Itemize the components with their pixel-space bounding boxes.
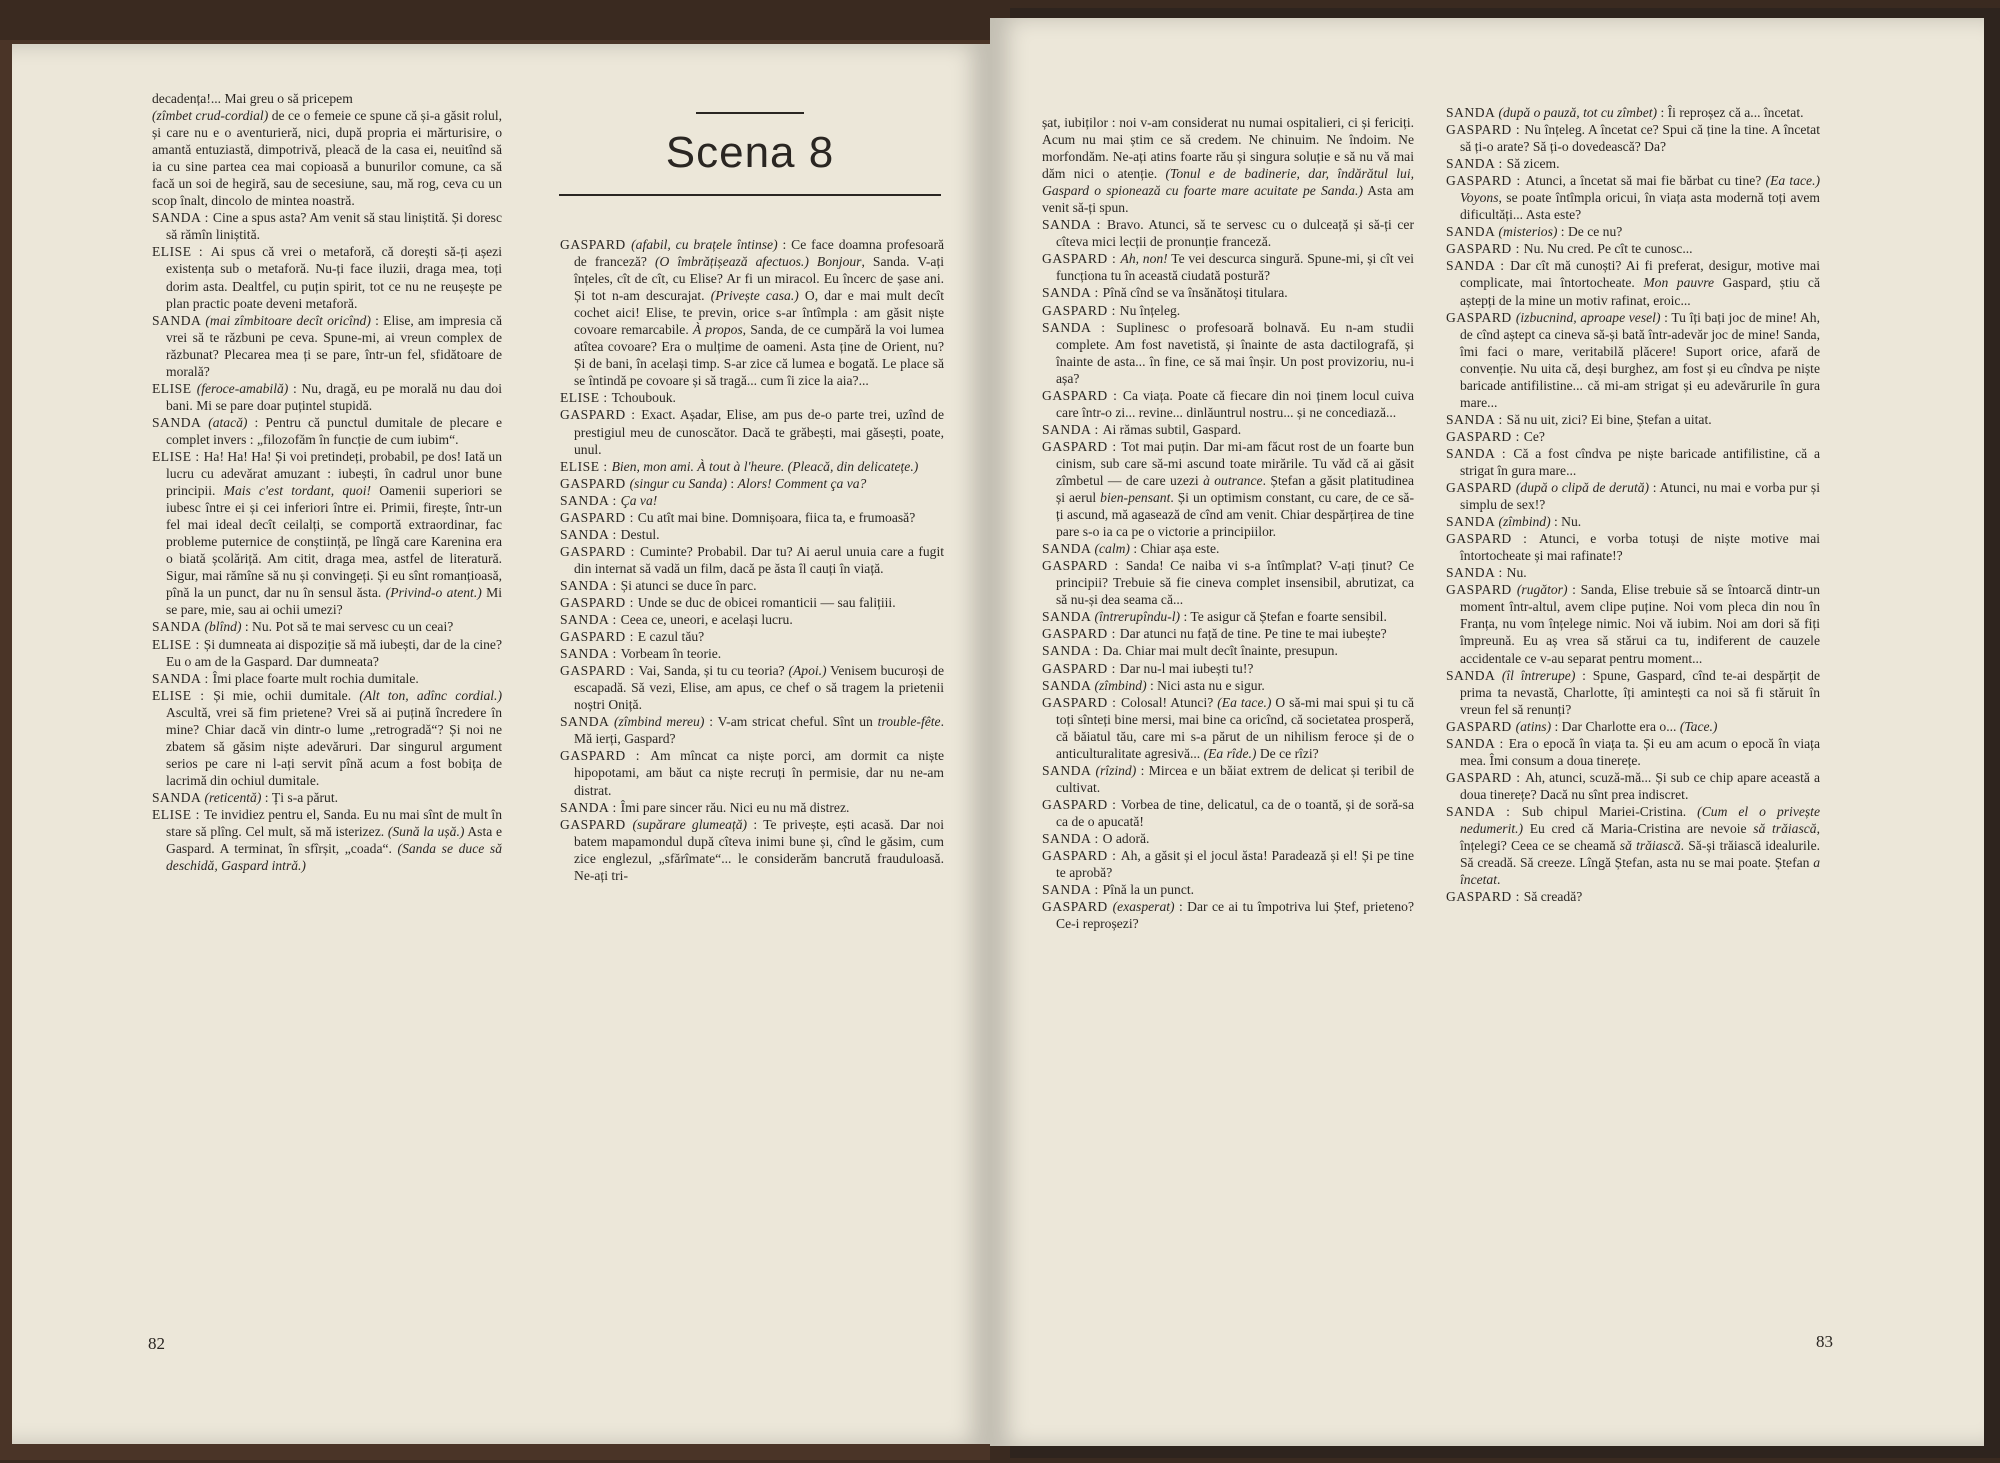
dialogue-line <box>1042 250 1414 284</box>
dialogue-line <box>1446 667 1820 718</box>
dialogue-text: (rîzind) : Mircea e un băiat extrem de delicat și teribil de cultivat. <box>1056 762 1414 795</box>
dialogue-line <box>152 209 502 243</box>
dialogue-text: Ça va! <box>620 492 658 508</box>
dialogue-text: Că a fost cîndva pe niște baricade antifilistine, că a strigat în gura mare... <box>1460 445 1820 478</box>
dialogue-text: Dar nu-l mai iubești tu!? <box>1119 660 1254 676</box>
dialogue-line <box>560 509 944 526</box>
speaker-name: SANDA <box>152 312 206 328</box>
dialogue-line <box>1446 581 1820 666</box>
dialogue-text: Atunci, e vorba totuși de niște motive mai întortocheate și mai rafinate!? <box>1460 531 1820 564</box>
dialogue-text: Suplinesc o profesoară bolnavă. Eu n-am studii complete. Am fost navetistă, și înainte de asta dactilografă, și înainte de asta... în fine, ce să mai înșir. Un post provizoriu, nu-i așa? <box>1056 319 1414 386</box>
dialogue-line <box>1446 104 1820 121</box>
dialogue-line <box>152 789 502 806</box>
dialogue-text: Nu. <box>1506 565 1527 581</box>
speaker-name: GASPARD : <box>1446 531 1539 547</box>
dialogue-line <box>152 618 502 635</box>
dialogue-line <box>1042 694 1414 762</box>
speaker-name: GASPARD : <box>1446 122 1525 138</box>
dialogue-text: Tchoubouk. <box>611 390 676 406</box>
speaker-name: SANDA <box>152 619 205 635</box>
dialogue-text: Ha! Ha! Ha! Și voi pretindeți, probabil, pe dos! Iată un lucru cu adevărat amuzant : iubești, în cadrul unor bune principii. Mais c'est tordant, quoi! Oamenii superiori se iubesc între ei și cei inferiori între ei. Primii, firește, într-un fel mai ideal decît ceilalți, se comportă extraordinar, fac probleme puternice de conștiință, pe lîngă care Karenina era o biată școlăriță. Am citit, draga mea, astfel de literatură. Sigur, mai rămîne să nu și convingeți. Și eu sînt romanțioasă, pînă la un punct, dar nu în sensul ăsta. (Privind-o atent.) Mi se pare, mie, sau ai ochii umezi? <box>166 448 502 618</box>
dialogue-text: E cazul tău? <box>637 629 705 645</box>
dialogue-line <box>1042 881 1414 898</box>
speaker-name: SANDA <box>152 414 209 430</box>
dialogue-line <box>152 414 502 448</box>
dialogue-line <box>1446 428 1820 445</box>
speaker-name: SANDA : <box>560 526 621 542</box>
dialogue-line <box>560 492 944 509</box>
dialogue-line <box>1446 479 1820 513</box>
dialogue-text: (exasperat) : Dar ce ai tu împotriva lui Ștef, prieteno? Ce-i reproșezi? <box>1056 899 1415 932</box>
speaker-name: SANDA : <box>1042 285 1103 301</box>
speaker-name: GASPARD : <box>1042 848 1121 864</box>
dialogue-text: (feroce-amabilă) : Nu, dragă, eu pe morală nu dau doi bani. Mi se pare doar puțintel stupidă. <box>166 380 502 413</box>
dialogue-text: (zîmbet crud-cordial) de ce o femeie ce spune că și-a găsit rolul, și care nu e o aventurieră, nici, după propria ei mărturisire, o amantă entuziastă, dimpotrivă, pleacă de la casa ei, neuitînd să ia cu sine partea cea mai copioasă a bunurilor comune, ca să facă un soi de hegiră, sau de secesiune, sau, mă rog, ceva cu un scop înalt, dincolo de mintea noastră. <box>152 108 502 209</box>
speaker-name: GASPARD : <box>1446 173 1526 189</box>
speaker-name: SANDA : <box>1042 421 1103 437</box>
speaker-name: SANDA : <box>560 577 621 593</box>
dialogue-text: Ai spus că vrei o metaforă, că dorești să-ți așezi existența sub o metaforă. Nu-ți face iluzii, draga mea, toți dorim asta. Dealtfel, cu puțin spirit, tot ce nu ne reușește pe plan practic poate deveni metaforă. <box>166 244 502 311</box>
speaker-name: GASPARD : <box>560 594 638 610</box>
dialogue-line <box>1446 564 1820 581</box>
dialogue-line <box>1446 223 1820 240</box>
dialogue-text: Ai rămas subtil, Gaspard. <box>1102 421 1242 437</box>
dialogue-line <box>1446 172 1820 223</box>
dialogue-text: Exact. Așadar, Elise, am pus de-o parte trei, uzînd de prestigiul meu de cunoscător. Dacă te grăbești, mai găsești, poate, unul. <box>574 407 945 457</box>
speaker-name: GASPARD <box>1446 582 1517 598</box>
dialogue-line <box>560 628 944 645</box>
speaker-name: SANDA : <box>1042 830 1103 846</box>
dialogue-text: Colosal! Atunci? (Ea tace.) O să-mi mai spui și tu că toți sînteți bine mersi, mai bine ca oricînd, că societatea prosperă, că băiatul tău, care mi s-a părut de un nihilism feroce și de o anticulturalitate agresivă... (Ea rîde.) De ce rîzi? <box>1056 694 1414 761</box>
dialogue-text: Ah, non! Te vei descurca singură. Spune-mi, și cît vei funcționa tu în această ciudată postură? <box>1056 251 1415 284</box>
dialogue-line <box>1446 240 1820 257</box>
speaker-name: GASPARD <box>1446 718 1516 734</box>
dialogue-text: (misterios) : De ce nu? <box>1498 224 1623 240</box>
dialogue-text: Și mie, ochii dumitale. (Alt ton, adînc cordial.) Ascultă, vrei să fim prietene? Vrei să ai puțină încredere în mine? Chiar dacă vin dintr-o lume „retrogradă“? Și noi ne zbatem să găsim niște adevăruri. Dar singurul argument serios pe care ni l-ați servit pînă acum a fost bobița de lacrimă din ochiul dumitale. <box>166 687 502 788</box>
speaker-name: SANDA : <box>1446 803 1522 819</box>
dialogue-text: Și dumneata ai dispoziție să mă iubești, dar de la cine? Eu o am de la Gaspard. Dar dumneata? <box>166 636 502 669</box>
speaker-name: GASPARD : <box>1042 302 1120 318</box>
left-column-2 <box>560 236 944 884</box>
dialogue-line <box>1446 155 1820 172</box>
dialogue-line <box>1446 445 1820 479</box>
speaker-name: GASPARD : <box>1042 438 1122 454</box>
right-page <box>990 18 1984 1446</box>
dialogue-line <box>1042 898 1414 932</box>
speaker-name: SANDA : <box>560 492 621 508</box>
scene-heading <box>555 112 945 196</box>
speaker-name: SANDA <box>1446 105 1499 120</box>
dialogue-line <box>1446 309 1820 411</box>
dialogue-line <box>1446 257 1820 308</box>
speaker-name: SANDA : <box>1042 217 1107 233</box>
speaker-name: SANDA : <box>1042 319 1117 335</box>
dialogue-line <box>152 380 502 414</box>
speaker-name: GASPARD : <box>560 543 640 559</box>
dialogue-text: Ca viața. Poate că fiecare din noi ținem locul cuiva care într-o zi... revine... dinlăuntrul nostru... și ne concediază... <box>1056 387 1414 420</box>
dialogue-text: Îmi place foarte mult rochia dumitale. <box>212 670 419 686</box>
dialogue-line <box>560 406 944 457</box>
dialogue-text: Destul. <box>620 526 660 542</box>
page-number-left: 82 <box>148 1334 165 1353</box>
dialogue-line <box>1446 513 1820 530</box>
dialogue-line <box>560 611 944 628</box>
speaker-name: SANDA : <box>1446 735 1509 751</box>
dialogue-text: O adoră. <box>1102 830 1150 846</box>
dialogue-line <box>560 799 944 816</box>
dialogue-line <box>1042 830 1414 847</box>
speaker-name: GASPARD : <box>1042 626 1120 642</box>
dialogue-text: Unde se duc de obicei romanticii — sau falițiii. <box>637 594 896 610</box>
speaker-name: GASPARD : <box>1042 558 1126 574</box>
dialogue-text: Bravo. Atunci, să te servesc cu o dulceață și să-ți cer cîteva mici lecții de pronunție franceză. <box>1056 217 1414 250</box>
speaker-name: SANDA : <box>560 612 621 628</box>
dialogue-line <box>1042 421 1414 438</box>
dialogue-text: Ceea ce, uneori, e același lucru. <box>620 612 793 628</box>
dialogue-text: Te invidiez pentru el, Sanda. Eu nu mai sînt de mult în stare să plîng. Cel mult, să mă isterizez. (Sună la ușă.) Asta e Gaspard. A terminat, în sfîrșit, „coada“. (Sanda se duce să deschidă, Gaspard intră.) <box>166 806 503 874</box>
dialogue-line <box>560 577 944 594</box>
dialogue-line <box>152 806 502 874</box>
speaker-name: SANDA : <box>1446 565 1507 581</box>
speaker-name: GASPARD : <box>560 509 638 525</box>
dialogue-line <box>560 236 944 389</box>
dialogue-text: (zîmbind) : Nu. <box>1498 514 1582 530</box>
dialogue-line <box>152 448 502 618</box>
dialogue-line <box>152 312 502 380</box>
speaker-name: GASPARD : <box>1446 889 1524 905</box>
dialogue-text: (afabil, cu brațele întinse) : Ce face doamna profesoară de franceză? (O îmbrățișează afectuos.) Bonjour, Sanda. V-ați înțeles, cît de cît, cu Elise? Ar fi un miracol. Eu încerc de șase ani. Și tot n-am descurajat. (Privește casa.) O, dar e mai mult decît cochet aici! Elise, te previn, orice s-ar întîmpla : am găsit niște covoare remarcabile. À propos, Sanda, de ce cumpără la voi lumea atîtea covoare? Era o mulțime de oameni. Asta ține de Orient, nu? Și de bani, în același timp. S-ar zice că lumea e bogată. Le place să se întindă pe covoare și să tragă... cum îi zice la aia?... <box>574 237 945 389</box>
speaker-name: GASPARD : <box>560 663 639 679</box>
speaker-name: SANDA : <box>1446 411 1507 427</box>
dialogue-text: Bien, mon ami. À tout à l'heure. (Pleacă, din delicatețe.) <box>611 458 919 474</box>
dialogue-continuation <box>152 90 502 107</box>
dialogue-line <box>1042 302 1414 319</box>
speaker-name: GASPARD : <box>1042 251 1121 267</box>
speaker-name: ELISE : <box>560 390 612 406</box>
dialogue-text: Îmi pare sincer rău. Nici eu nu mă distrez. <box>620 799 850 815</box>
speaker-name: SANDA : <box>1446 258 1511 274</box>
dialogue-text: Nu înțeleg. A încetat ce? Spui că ține la tine. A încetat să ți-o arate? Să ți-o dovedească? Da? <box>1460 122 1820 155</box>
dialogue-text: (blînd) : Nu. Pot să te mai servesc cu un ceai? <box>204 619 454 635</box>
dialogue-text: Sanda! Ce naiba vi s-a întîmplat? V-ați ținut? Ce principii? Trebuie să fie cineva complet insensibil, abrutizat, ca să nu-și dea seama că... <box>1056 558 1414 608</box>
speaker-name: SANDA <box>1042 609 1095 625</box>
speaker-name: ELISE : <box>152 636 204 652</box>
speaker-name: SANDA : <box>560 799 621 815</box>
dialogue-line <box>560 662 944 713</box>
dialogue-text: (zîmbind mereu) : V-am stricat cheful. Sînt un trouble-fête. Mă ierți, Gaspard? <box>574 714 944 747</box>
speaker-name: SANDA <box>1042 762 1096 778</box>
dialogue-line <box>560 389 944 406</box>
dialogue-text: Cu atît mai bine. Domnișoara, fiica ta, e frumoasă? <box>637 509 916 525</box>
speaker-name: GASPARD : <box>1042 387 1123 403</box>
dialogue-line <box>152 243 502 311</box>
speaker-name: SANDA <box>1446 514 1499 530</box>
dialogue-line <box>152 670 502 687</box>
right-column-2 <box>1446 104 1820 905</box>
dialogue-line <box>560 645 944 662</box>
dialogue-text: (mai zîmbitoare decît oricînd) : Elise, am impresia că vrei să te răzbuni pe ceva. Spune-mi, ai vreun complex de răzbunat? Plecarea mea ți se pare, într-un fel, sfidătoare de morală? <box>166 312 502 379</box>
speaker-name: ELISE : <box>152 806 204 822</box>
dialogue-line <box>1042 438 1414 540</box>
dialogue-line <box>560 543 944 577</box>
dialogue-text: Dar cît mă cunoști? Ai fi preferat, desigur, motive mai complicate, mai întortocheate. Mon pauvre Gaspard, știu că aștepți de la mine un motiv rafinat, eroic... <box>1460 258 1820 308</box>
dialogue-text: (după o clipă de derută) : Atunci, nu mai e vorba pur și simplu de sex!? <box>1460 480 1820 513</box>
dialogue-line <box>560 458 944 475</box>
speaker-name: SANDA <box>1042 677 1095 693</box>
dialogue-text: Era o epocă în viața ta. Și eu am acum o epocă în viața mea. Îmi consum a doua tinerețe. <box>1460 735 1820 768</box>
dialogue-text: Nu. Nu cred. Pe cît te cunosc... <box>1523 241 1693 257</box>
dialogue-text: (întrerupîndu-l) : Te asigur că Ștefan e foarte sensibil. <box>1094 609 1387 625</box>
dialogue-text: (izbucnind, aproape vesel) : Tu îți bați joc de mine! Ah, de cînd aștept ca cineva să-și bată într-adevăr joc de mine! Sanda, îmi faci o mare, veritabilă plăcere! Suport orice, afară de convenție. Nu uita că, deși burghez, am fost și eu cîndva pe niște baricade antifilistine... că mi-am strigat și eu adevărurile în gura mare... <box>1460 309 1821 410</box>
dialogue-text: Pînă cînd se va însănătoși titulara. <box>1102 285 1288 301</box>
speaker-name: GASPARD <box>560 816 633 832</box>
speaker-name: GASPARD : <box>1042 660 1120 676</box>
dialogue-text: Cine a spus asta? Am venit să stau liniștită. Și doresc să rămîn liniștită. <box>166 210 502 243</box>
speaker-name: ELISE : <box>152 244 211 260</box>
dialogue-text: (reticentă) : Ți s-a părut. <box>204 789 338 805</box>
dialogue-line <box>152 636 502 670</box>
speaker-name: GASPARD <box>1446 309 1516 325</box>
dialogue-line <box>1446 735 1820 769</box>
dialogue-line <box>1042 660 1414 677</box>
speaker-name: SANDA : <box>1446 156 1507 172</box>
dialogue-text: Dar atunci nu față de tine. Pe tine te mai iubește? <box>1119 626 1387 642</box>
dialogue-line <box>1042 284 1414 301</box>
dialogue-line <box>1042 387 1414 421</box>
dialogue-text: Atunci, a încetat să mai fie bărbat cu tine? (Ea tace.) Voyons, se poate întîmpla oricui, în viața asta modernă toți avem dificultăți... Asta este? <box>1460 173 1820 223</box>
speaker-name: GASPARD : <box>1446 241 1524 257</box>
speaker-name: GASPARD : <box>1042 796 1121 812</box>
speaker-name: GASPARD <box>560 475 630 491</box>
speaker-name: ELISE : <box>152 448 204 464</box>
dialogue-line <box>1042 216 1414 250</box>
dialogue-line <box>560 475 944 492</box>
dialogue-text: Nu înțeleg. <box>1119 302 1181 318</box>
speaker-name: GASPARD : <box>560 407 642 423</box>
dialogue-text: Tot mai puțin. Dar mi-am făcut rost de un foarte bun cinism, sub care să-mi ascund toate mirările. Tu văd că ai găsit zîmbetul — de care uzezi à outrance. Ștefan a găsit platitudinea și aerul bien-pensant. Și un optimism constant, cu care, de ce să-ți ascund, mă agasează de cînd am venit. Chiar despărțirea de tine pare s-o ia ca pe o victorie a principiilor. <box>1056 438 1415 540</box>
dialogue-line <box>152 687 502 789</box>
dialogue-line <box>1446 769 1820 803</box>
dialogue-text: Da. Chiar mai mult decît înainte, presupun. <box>1102 643 1338 659</box>
dialogue-line <box>1042 540 1414 557</box>
dialogue-text: (rugător) : Sanda, Elise trebuie să se întoarcă dintr-un moment într-altul, avem clipe puține. Noi vom pleca din nou în Franța, nu vom înțelege nimic. Noi vă iubim. Noi am dori să fiți împreună. Eu aș vrea să stărui ca tu, indiferent de cauzele accidentale ce v-au separat pentru moment... <box>1460 582 1821 666</box>
scene-rule-top <box>696 112 804 114</box>
dialogue-text: (îl întrerupe) : Spune, Gaspard, cînd te-ai despărțit de prima ta nevastă, Charlotte, îți amintești ca noi să fi stăruit în vreun fel să renunți? <box>1460 667 1820 717</box>
speaker-name: SANDA : <box>1042 882 1103 898</box>
speaker-name: ELISE : <box>560 458 612 474</box>
dialogue-text: Ce? <box>1523 428 1545 444</box>
right-column-1 <box>1042 114 1414 932</box>
left-page <box>12 44 990 1444</box>
speaker-name: ELISE : <box>152 687 214 703</box>
speaker-name: GASPARD : <box>1042 694 1121 710</box>
scene-rule-bottom <box>559 194 941 196</box>
dialogue-text: șat, iubiților : noi v-am considerat nu numai ospitalieri, ci și fericiți. Acum nu mai știm ce să credem. Ne chinuim. Ne îndoim. Ne morfondăm. Ne-ați atins foarte rău și singura soluție e să nu vă mai dăm nici o atenție. (Tonul e de badinerie, dar, îndărătul lui, Gaspard o spionează cu foarte mare acuitate pe Sanda.) Asta am venit să-ți spun. <box>1042 115 1415 216</box>
dialogue-line <box>1446 121 1820 155</box>
dialogue-line <box>1446 530 1820 564</box>
dialogue-line <box>1042 319 1414 387</box>
dialogue-text: (supărare glumeață) : Te privește, ești acasă. Dar noi batem mapamondul după cîteva inimi bune și, cînd le găsim, cum zice englezul, „sfărîmate“... le considerăm bancrută frauduloasă. Ne-ați tri- <box>574 816 944 883</box>
dialogue-line <box>1042 625 1414 642</box>
speaker-name: SANDA : <box>1042 643 1103 659</box>
speaker-name: ELISE <box>152 380 197 396</box>
dialogue-text: Am mîncat ca niște porci, am dormit ca niște hipopotami, am băut ca niște recruți în permisie, dar nu ne-am distrat. <box>574 748 944 798</box>
dialogue-line <box>1042 608 1414 625</box>
dialogue-text: Vai, Sanda, și tu cu teoria? (Apoi.) Venisem bucuroși de escapadă. Să vezi, Elise, am apus, ce chef o să tragem la prietenii noștri Oniță. <box>574 663 944 713</box>
dialogue-line <box>560 594 944 611</box>
dialogue-continuation <box>1042 114 1414 216</box>
dialogue-text: (calm) : Chiar așa este. <box>1094 541 1220 557</box>
page-number-right: 83 <box>1816 1332 1833 1351</box>
dialogue-text: Să zicem. <box>1506 156 1560 172</box>
dialogue-text: (atins) : Dar Charlotte era o... (Tace.) <box>1515 718 1718 734</box>
speaker-name: GASPARD <box>1446 480 1516 496</box>
dialogue-line <box>560 526 944 543</box>
dialogue-text: (zîmbind) : Nici asta nu e sigur. <box>1094 677 1265 693</box>
dialogue-text: Cuminte? Probabil. Dar tu? Ai aerul unuia care a fugit din internat să vadă un film, dacă pe ăsta îl cauți în viață. <box>574 543 945 576</box>
dialogue-line <box>1042 847 1414 881</box>
dialogue-text: Vorbeam în teorie. <box>620 646 722 662</box>
dialogue-text: Ah, atunci, scuză-mă... Și sub ce chip apare această a doua tinerețe? Dacă nu sînt prea indiscret. <box>1460 769 1820 802</box>
dialogue-line <box>1042 762 1414 796</box>
speaker-name: SANDA : <box>152 210 213 226</box>
dialogue-continuation <box>152 107 502 209</box>
dialogue-text: Ah, a găsit și el jocul ăsta! Paradează și el! Și pe tine te aprobă? <box>1056 848 1415 881</box>
dialogue-line <box>1446 803 1820 888</box>
dialogue-line <box>1446 411 1820 428</box>
speaker-name: SANDA : <box>1446 445 1514 461</box>
dialogue-line <box>1042 796 1414 830</box>
speaker-name: GASPARD : <box>1446 769 1526 785</box>
dialogue-text: (atacă) : Pentru că punctul dumitale de plecare e complet invers : „filozofăm în funcție de cum iubim“. <box>166 414 502 447</box>
dialogue-text: Sub chipul Mariei-Cristina. (Cum el o privește nedumerit.) Eu cred că Maria-Cristina are nevoie să trăiască, înțelegi? Ceea ce se cheamă să trăiască. Să-și trăiască idealurile. Să creadă. Să creeze. Lîngă Ștefan, asta nu se mai poate. Ștefan a încetat. <box>1460 803 1821 888</box>
speaker-name: SANDA <box>560 714 614 730</box>
dialogue-text: (după o pauză, tot cu zîmbet) : Îi reproșez că a... încetat. <box>1498 105 1804 120</box>
dialogue-text: Să nu uit, zici? Ei bine, Ștefan a uitat. <box>1506 411 1712 427</box>
speaker-name: GASPARD <box>560 237 632 252</box>
left-column-1 <box>152 90 502 874</box>
speaker-name: SANDA : <box>560 646 621 662</box>
dialogue-line <box>560 713 944 747</box>
dialogue-line <box>1446 888 1820 905</box>
dialogue-text: Și atunci se duce în parc. <box>620 577 757 593</box>
dialogue-line <box>1446 718 1820 735</box>
dialogue-text: Pînă la un punct. <box>1102 882 1195 898</box>
speaker-name: SANDA <box>1446 667 1502 683</box>
speaker-name: GASPARD : <box>1446 428 1524 444</box>
speaker-name: GASPARD : <box>560 748 651 764</box>
scene-title: Scena 8 <box>665 128 835 177</box>
speaker-name: GASPARD <box>1042 899 1113 915</box>
speaker-name: SANDA <box>1042 541 1095 557</box>
dialogue-text: Să creadă? <box>1523 889 1583 905</box>
speaker-name: GASPARD : <box>560 629 638 645</box>
dialogue-line <box>560 747 944 798</box>
dialogue-line <box>560 816 944 884</box>
dialogue-text: decadența!... Mai greu o să pricepem <box>152 91 353 106</box>
dialogue-text: Vorbea de tine, delicatul, ca de o toantă, și de soră-sa ca de o apucată! <box>1056 796 1414 829</box>
dialogue-text: (singur cu Sanda) : Alors! Comment ça va? <box>629 475 867 491</box>
dialogue-line <box>1042 677 1414 694</box>
speaker-name: SANDA <box>152 789 205 805</box>
dialogue-line <box>1042 642 1414 659</box>
speaker-name: SANDA <box>1446 224 1499 240</box>
dialogue-line <box>1042 557 1414 608</box>
speaker-name: SANDA : <box>152 670 213 686</box>
